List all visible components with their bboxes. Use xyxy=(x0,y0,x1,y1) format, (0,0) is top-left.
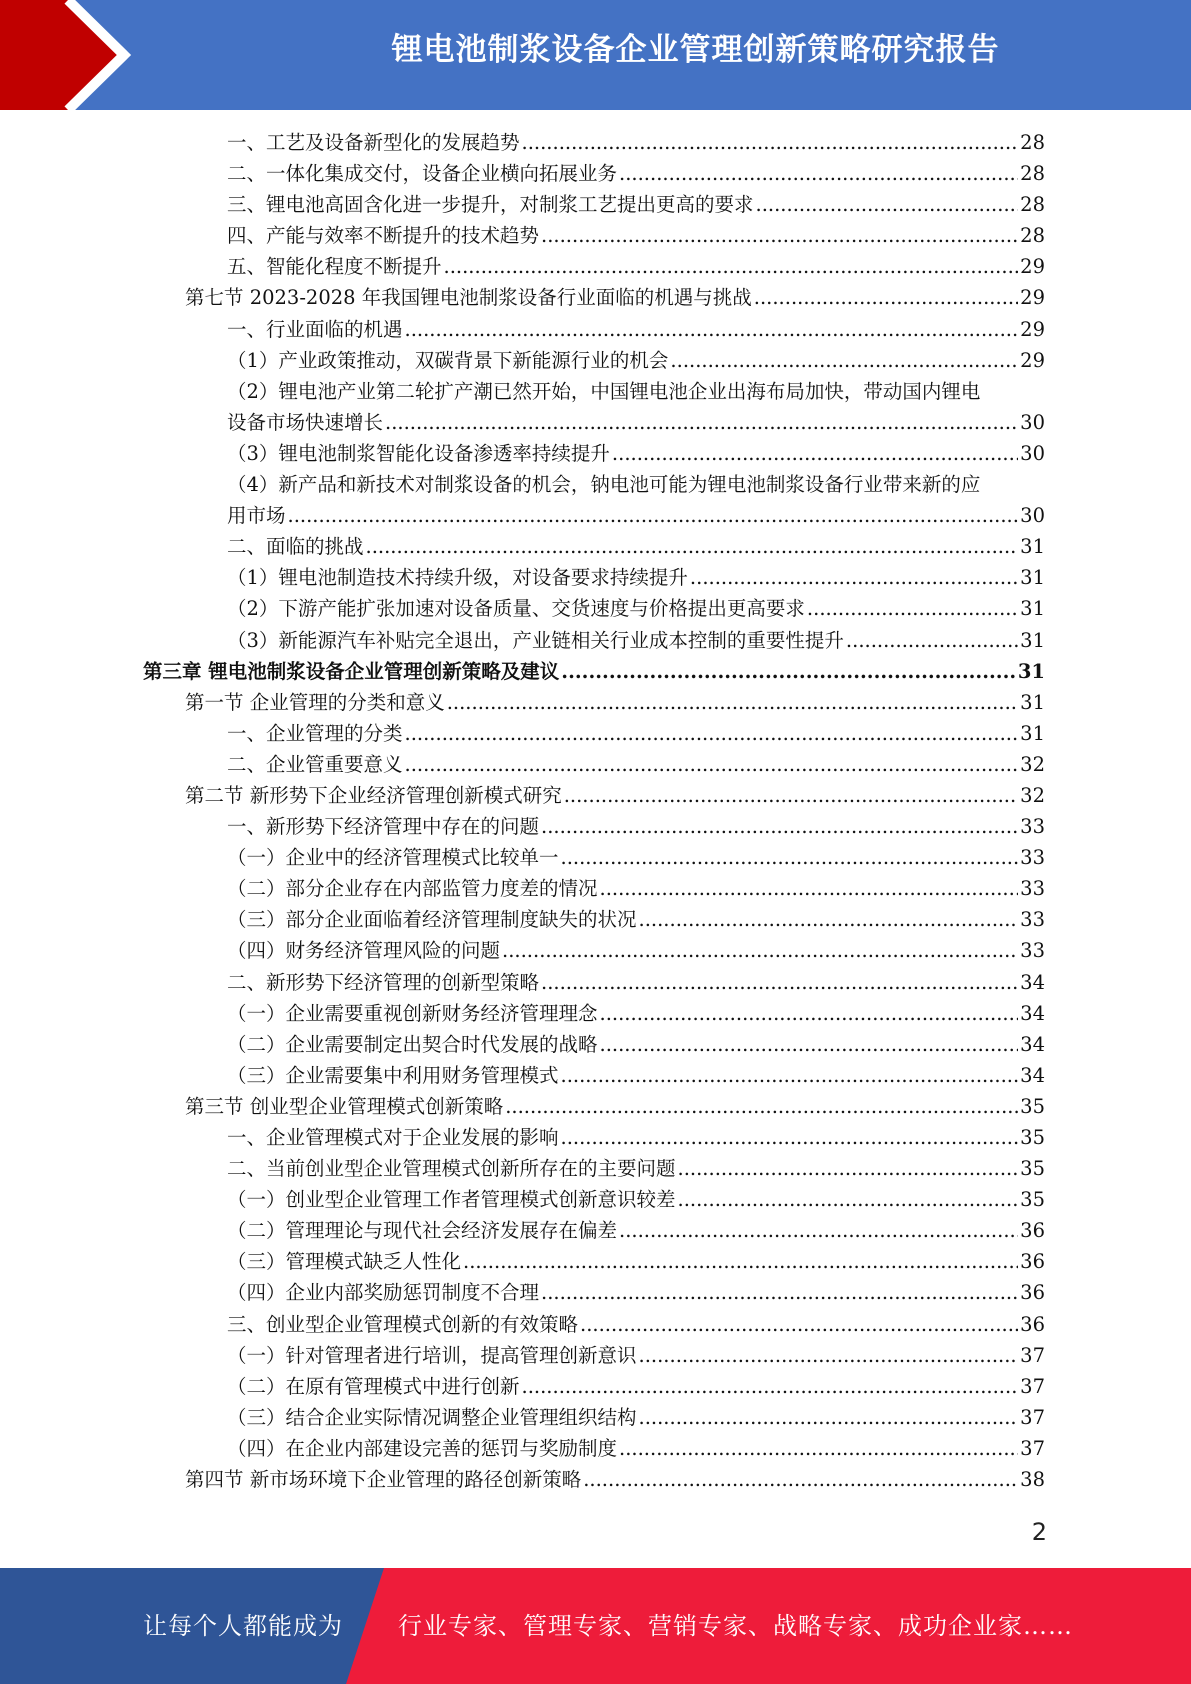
toc-page-number: 29 xyxy=(1020,286,1045,310)
toc-page-number: 31 xyxy=(1020,566,1045,590)
toc-dot-leader xyxy=(756,189,1019,220)
toc-entry[interactable] xyxy=(0,1309,1191,1340)
toc-dot-leader xyxy=(385,407,1018,438)
toc-section-entry[interactable] xyxy=(0,1091,1191,1122)
toc-section-entry[interactable] xyxy=(0,282,1191,313)
toc-page-number: 31 xyxy=(1020,628,1045,652)
toc-page-number: 28 xyxy=(1020,224,1045,248)
toc-dot-leader xyxy=(561,1060,1019,1091)
toc-page-number: 30 xyxy=(1020,441,1045,465)
toc-entry[interactable] xyxy=(0,469,1191,500)
toc-section-entry[interactable] xyxy=(0,780,1191,811)
toc-entry[interactable] xyxy=(0,531,1191,562)
toc-entry-text: 四、产能与效率不断提升的技术趋势 xyxy=(227,224,540,248)
toc-page-number: 34 xyxy=(1020,1032,1045,1056)
toc-page-number: 31 xyxy=(1020,690,1045,714)
page-number: 2 xyxy=(1031,1518,1047,1546)
footer-slogan-left: 让每个人都能成为 xyxy=(143,1612,343,1640)
toc-page-number: 33 xyxy=(1020,846,1045,870)
toc-entry[interactable] xyxy=(0,1184,1191,1215)
toc-entry[interactable] xyxy=(0,904,1191,935)
toc-page-number: 30 xyxy=(1020,410,1045,434)
toc-entry-text: 一、企业管理的分类 xyxy=(227,721,403,745)
toc-dot-leader xyxy=(541,220,1018,251)
toc-entry-text: （四）财务经济管理风险的问题 xyxy=(227,939,501,963)
toc-entry-text: （一）创业型企业管理工作者管理模式创新意识较差 xyxy=(227,1188,676,1212)
toc-entry[interactable] xyxy=(0,1340,1191,1371)
toc-page-number: 29 xyxy=(1020,255,1045,279)
toc-dot-leader xyxy=(807,593,1018,624)
toc-entry[interactable] xyxy=(0,189,1191,220)
toc-page-number: 36 xyxy=(1020,1250,1045,1274)
header-arrow-decoration xyxy=(0,0,160,110)
toc-page-number: 36 xyxy=(1020,1281,1045,1305)
toc-dot-leader xyxy=(580,1309,1018,1340)
toc-dot-leader xyxy=(541,1277,1018,1308)
toc-dot-leader xyxy=(600,998,1019,1029)
toc-dot-leader xyxy=(561,842,1019,873)
toc-dot-leader xyxy=(612,438,1018,469)
toc-page-number: 35 xyxy=(1020,1094,1045,1118)
toc-entry-text: 三、锂电池高固含化进一步提升，对制浆工艺提出更高的要求 xyxy=(227,193,754,217)
toc-dot-leader xyxy=(619,158,1018,189)
toc-entry-text: （3）锂电池制浆智能化设备渗透率持续提升 xyxy=(227,441,610,465)
toc-dot-leader xyxy=(678,1153,1019,1184)
toc-entry[interactable] xyxy=(0,811,1191,842)
toc-entry[interactable] xyxy=(0,873,1191,904)
toc-entry-text: 二、新形势下经济管理的创新型策略 xyxy=(227,970,540,994)
toc-entry[interactable] xyxy=(0,1277,1191,1308)
toc-entry[interactable] xyxy=(0,998,1191,1029)
toc-dot-leader xyxy=(405,749,1019,780)
toc-page-number: 33 xyxy=(1020,939,1045,963)
toc-dot-leader xyxy=(405,314,1019,345)
toc-entry[interactable] xyxy=(0,220,1191,251)
toc-page-number: 37 xyxy=(1020,1436,1045,1460)
toc-entry-text: （二）管理理论与现代社会经济发展存在偏差 xyxy=(227,1219,618,1243)
toc-entry[interactable] xyxy=(0,1029,1191,1060)
toc-entry[interactable] xyxy=(0,935,1191,966)
toc-entry-text: 二、面临的挑战 xyxy=(227,535,364,559)
toc-page-number: 30 xyxy=(1020,504,1045,528)
toc-page-number: 31 xyxy=(1020,597,1045,621)
toc-entry-text: 第四节 新市场环境下企业管理的路径创新策略 xyxy=(185,1468,582,1492)
toc-entry-text: 一、工艺及设备新型化的发展趋势 xyxy=(227,131,520,154)
toc-dot-leader xyxy=(583,1464,1018,1495)
toc-entry-text: （3）新能源汽车补贴完全退出，产业链相关行业成本控制的重要性提升 xyxy=(227,628,844,652)
toc-page-number: 33 xyxy=(1020,877,1045,901)
toc-entry[interactable] xyxy=(0,127,1191,158)
toc-dot-leader xyxy=(522,1371,1019,1402)
toc-dot-leader xyxy=(561,656,1016,687)
toc-dot-leader xyxy=(639,1340,1019,1371)
toc-page-number: 36 xyxy=(1020,1219,1045,1243)
toc-dot-leader xyxy=(600,1029,1019,1060)
toc-entry[interactable] xyxy=(0,438,1191,469)
toc-dot-leader xyxy=(505,1091,1018,1122)
toc-page-number: 28 xyxy=(1020,162,1045,186)
toc-page-number: 32 xyxy=(1020,783,1045,807)
toc-page-number: 33 xyxy=(1020,815,1045,839)
toc-page-number: 28 xyxy=(1020,131,1045,154)
toc-dot-leader xyxy=(639,904,1019,935)
toc-entry-text: （1）产业政策推动，双碳背景下新能源行业的机会 xyxy=(227,348,669,372)
toc-entry-text: 第三章 锂电池制浆设备企业管理创新策略及建议 xyxy=(143,659,560,683)
toc-dot-leader xyxy=(619,1433,1018,1464)
toc-dot-leader xyxy=(541,811,1018,842)
toc-entry-text: （三）结合企业实际情况调整企业管理组织结构 xyxy=(227,1405,637,1429)
toc-entry[interactable] xyxy=(0,1402,1191,1433)
toc-dot-leader xyxy=(846,625,1018,656)
toc-chapter-entry[interactable] xyxy=(0,656,1191,687)
toc-entry[interactable] xyxy=(0,967,1191,998)
document-title: 锂电池制浆设备企业管理创新策略研究报告 xyxy=(391,32,1000,68)
toc-entry-text: 用市场 xyxy=(227,504,286,528)
toc-entry-text: 一、新形势下经济管理中存在的问题 xyxy=(227,815,540,839)
toc-entry-text: （四）在企业内部建设完善的惩罚与奖励制度 xyxy=(227,1436,618,1460)
toc-page-number: 34 xyxy=(1020,970,1045,994)
toc-entry[interactable] xyxy=(0,376,1191,407)
toc-dot-leader xyxy=(670,345,1018,376)
toc-entry-text: （二）部分企业存在内部监管力度差的情况 xyxy=(227,877,598,901)
toc-entry-text: 二、当前创业型企业管理模式创新所存在的主要问题 xyxy=(227,1157,676,1181)
toc-entry-text: 五、智能化程度不断提升 xyxy=(227,255,442,279)
toc-page-number: 35 xyxy=(1020,1126,1045,1149)
toc-dot-leader xyxy=(522,127,1019,158)
toc-page-number: 28 xyxy=(1020,193,1045,217)
page-footer xyxy=(0,1568,1191,1684)
toc-section-entry[interactable] xyxy=(0,687,1191,718)
toc-entry-text: （三）管理模式缺乏人性化 xyxy=(227,1250,462,1274)
toc-page-number: 31 xyxy=(1020,535,1045,559)
toc-page-number: 29 xyxy=(1020,317,1045,341)
toc-dot-leader xyxy=(463,1246,1018,1277)
toc-dot-leader xyxy=(502,935,1018,966)
toc-entry-text: 三、创业型企业管理模式创新的有效策略 xyxy=(227,1312,579,1336)
toc-entry[interactable] xyxy=(0,314,1191,345)
toc-dot-leader xyxy=(690,562,1018,593)
toc-entry-text: 第一节 企业管理的分类和意义 xyxy=(185,690,445,714)
toc-dot-leader xyxy=(444,251,1019,282)
toc-page-number: 35 xyxy=(1020,1188,1045,1212)
toc-entry[interactable] xyxy=(0,1246,1191,1277)
toc-dot-leader xyxy=(288,500,1019,531)
toc-dot-leader xyxy=(619,1215,1018,1246)
toc-entry[interactable] xyxy=(0,500,1191,531)
toc-page-number: 36 xyxy=(1020,1312,1045,1336)
toc-entry[interactable] xyxy=(0,1433,1191,1464)
toc-page-number: 32 xyxy=(1020,752,1045,776)
toc-dot-leader xyxy=(447,687,1018,718)
toc-entry[interactable] xyxy=(0,1215,1191,1246)
toc-entry[interactable] xyxy=(0,593,1191,624)
toc-dot-leader xyxy=(678,1184,1019,1215)
toc-entry[interactable] xyxy=(0,749,1191,780)
toc-entry-text: 二、一体化集成交付，设备企业横向拓展业务 xyxy=(227,162,618,186)
toc-entry[interactable] xyxy=(0,1371,1191,1402)
toc-entry[interactable] xyxy=(0,1060,1191,1091)
toc-entry[interactable] xyxy=(0,1122,1191,1153)
toc-page-number: 35 xyxy=(1020,1157,1045,1181)
toc-entry[interactable] xyxy=(0,251,1191,282)
toc-entry-text: 第三节 创业型企业管理模式创新策略 xyxy=(185,1094,504,1118)
toc-page-number: 31 xyxy=(1017,659,1045,683)
toc-entry-text: （2）锂电池产业第二轮扩产潮已然开始，中国锂电池企业出海布局加快，带动国内锂电 xyxy=(227,379,981,403)
footer-slogan-right: 行业专家、管理专家、营销专家、战略专家、成功企业家…… xyxy=(398,1612,1073,1640)
toc-dot-leader xyxy=(564,780,1018,811)
toc-entry-text: （二）企业需要制定出契合时代发展的战略 xyxy=(227,1032,598,1056)
toc-entry-text: （一）企业需要重视创新财务经济管理理念 xyxy=(227,1001,598,1025)
toc-entry-text: 第七节 2023-2028 年我国锂电池制浆设备行业面临的机遇与挑战 xyxy=(185,286,752,310)
toc-entry-text: 设备市场快速增长 xyxy=(227,410,384,434)
toc-entry-text: （一）针对管理者进行培训，提高管理创新意识 xyxy=(227,1343,637,1367)
table-of-contents xyxy=(0,127,1191,1495)
toc-page-number: 37 xyxy=(1020,1405,1045,1429)
toc-entry-text: 第二节 新形势下企业经济管理创新模式研究 xyxy=(185,783,562,807)
toc-entry-text: （一）企业中的经济管理模式比较单一 xyxy=(227,846,559,870)
toc-entry[interactable] xyxy=(0,562,1191,593)
toc-page-number: 29 xyxy=(1020,348,1045,372)
page-header xyxy=(0,0,1191,110)
toc-entry-text: 二、企业管重要意义 xyxy=(227,752,403,776)
toc-entry-text: （4）新产品和新技术对制浆设备的机会，钠电池可能为锂电池制浆设备行业带来新的应 xyxy=(227,473,981,497)
toc-entry[interactable] xyxy=(0,1153,1191,1184)
toc-entry[interactable] xyxy=(0,718,1191,749)
toc-page-number: 31 xyxy=(1020,721,1045,745)
toc-entry-text: （三）企业需要集中利用财务管理模式 xyxy=(227,1063,559,1087)
toc-page-number: 38 xyxy=(1020,1468,1045,1492)
toc-entry-text: （2）下游产能扩张加速对设备质量、交货速度与价格提出更高要求 xyxy=(227,597,805,621)
toc-entry[interactable] xyxy=(0,842,1191,873)
toc-entry[interactable] xyxy=(0,407,1191,438)
toc-dot-leader xyxy=(541,967,1018,998)
toc-dot-leader xyxy=(639,1402,1019,1433)
toc-entry-text: （四）企业内部奖励惩罚制度不合理 xyxy=(227,1281,540,1305)
toc-entry-text: （1）锂电池制造技术持续升级，对设备要求持续提升 xyxy=(227,566,688,590)
toc-entry[interactable] xyxy=(0,158,1191,189)
toc-page-number: 33 xyxy=(1020,908,1045,932)
toc-page-number: 37 xyxy=(1020,1343,1045,1367)
toc-dot-leader xyxy=(405,718,1019,749)
toc-entry-text: （三）部分企业面临着经济管理制度缺失的状况 xyxy=(227,908,637,932)
toc-entry-text: （二）在原有管理模式中进行创新 xyxy=(227,1374,520,1398)
toc-entry-text: 一、企业管理模式对于企业发展的影响 xyxy=(227,1126,559,1149)
toc-page-number: 34 xyxy=(1020,1063,1045,1087)
toc-page-number: 34 xyxy=(1020,1001,1045,1025)
toc-page-number: 37 xyxy=(1020,1374,1045,1398)
toc-dot-leader xyxy=(366,531,1019,562)
toc-entry[interactable] xyxy=(0,345,1191,376)
toc-section-entry[interactable] xyxy=(0,1464,1191,1495)
toc-dot-leader xyxy=(600,873,1019,904)
toc-dot-leader xyxy=(561,1122,1019,1153)
toc-entry[interactable] xyxy=(0,625,1191,656)
toc-dot-leader xyxy=(754,282,1018,313)
toc-entry-text: 一、行业面临的机遇 xyxy=(227,317,403,341)
